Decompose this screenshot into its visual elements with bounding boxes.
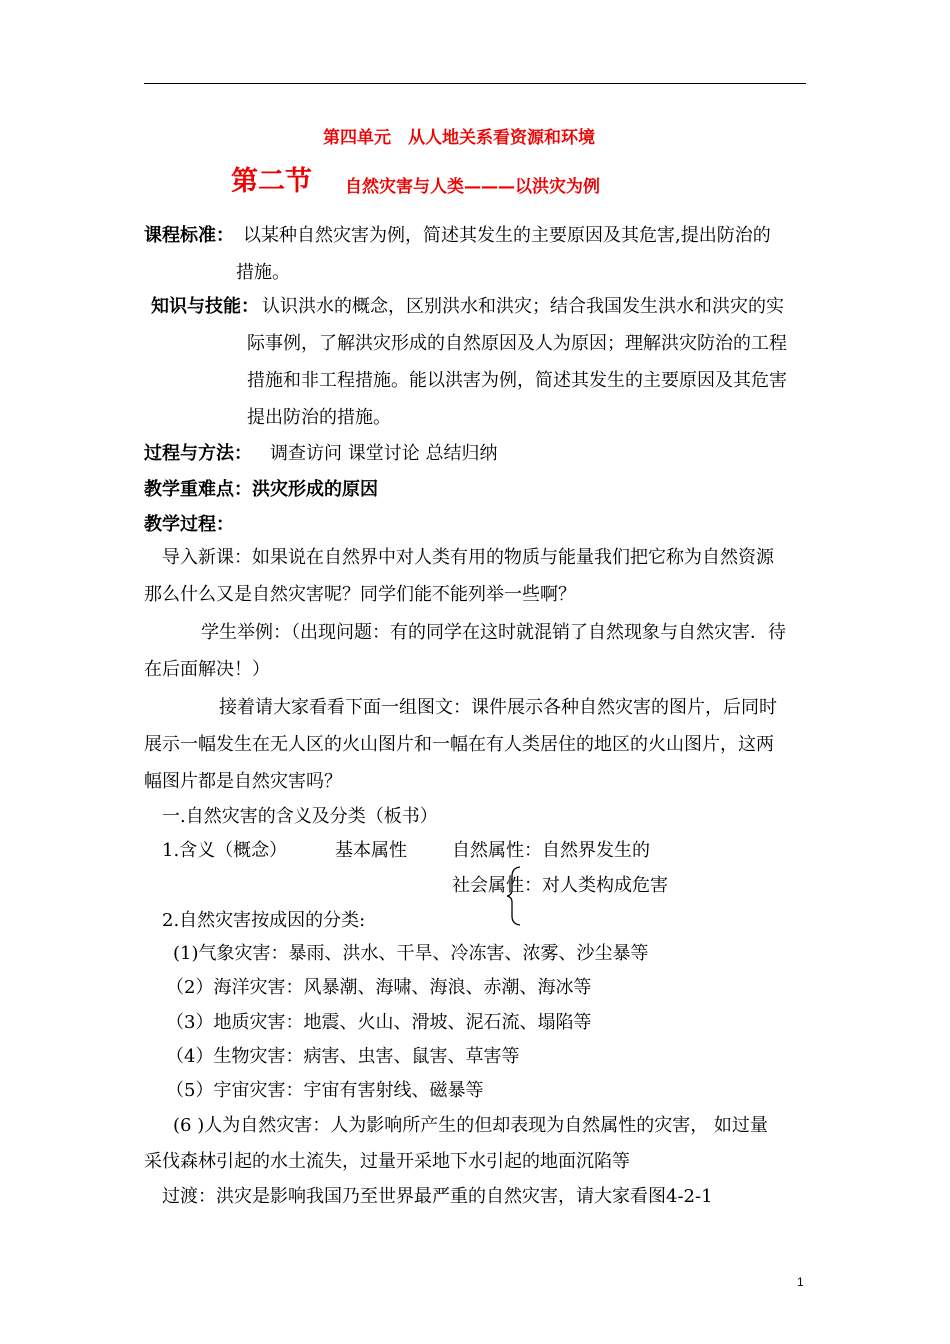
next-line-1: 接着请大家看看下面一组图文：课件展示各种自然灾害的图片，后同时	[219, 697, 777, 718]
definition-natural: 自然属性：自然界发生的	[452, 840, 650, 861]
next-line-2: 展示一幅发生在无人区的火山图片和一幅在有人类居住的地区的火山图片，这两	[144, 734, 774, 755]
student-line-1: 学生举例：（出现问题：有的同学在这时就混销了自然现象与自然灾害．待	[201, 622, 786, 643]
classification-item-2: （2）海洋灾害：风暴潮、海啸、海浪、赤潮、海冰等	[166, 977, 592, 998]
teaching-label: 教学过程：	[144, 514, 234, 535]
knowledge-line-2: 际事例，了解洪灾形成的自然原因及人为原因；理解洪灾防治的工程	[247, 333, 787, 354]
section-title: 自然灾害与人类———以洪灾为例	[345, 177, 600, 197]
unit-title: 第四单元 从人地关系看资源和环境	[323, 128, 595, 148]
classification-item-3: （3）地质灾害：地震、火山、滑坡、泥石流、塌陷等	[166, 1012, 592, 1033]
page-number: 1	[797, 1275, 804, 1289]
knowledge-line-3: 措施和非工程措施。能以洪害为例，简述其发生的主要原因及其危害	[247, 370, 787, 391]
transition-text: 过渡：洪灾是影响我国乃至世界最严重的自然灾害，请大家看图4-2-1	[162, 1186, 713, 1207]
brace-icon	[506, 866, 524, 926]
standards-label: 课程标准：	[144, 225, 234, 246]
classification-item-4: （4）生物灾害：病害、虫害、鼠害、草害等	[166, 1046, 520, 1067]
intro-line-2: 那么什么又是自然灾害呢？同学们能不能列举一些啊？	[144, 584, 576, 605]
definition-label: 1.含义（概念）	[162, 840, 288, 861]
knowledge-line-1: 认识洪水的概念，区别洪水和洪灾；结合我国发生洪水和洪灾的实	[262, 296, 784, 317]
classification-item-5: （5）宇宙灾害：宇宙有害射线、磁暴等	[166, 1080, 484, 1101]
header-rule	[144, 83, 806, 84]
definition-basic: 基本属性	[335, 840, 407, 861]
standards-text-cont: 措施。	[236, 262, 290, 283]
process-label: 过程与方法：	[144, 443, 252, 464]
process-text: 调查访问 课堂讨论 总结归纳	[270, 443, 498, 464]
classification-heading: 2.自然灾害按成因的分类:	[162, 910, 366, 931]
student-line-2: 在后面解决！）	[144, 659, 270, 680]
key-points: 教学重难点：洪灾形成的原因	[144, 479, 378, 500]
next-line-3: 幅图片都是自然灾害吗？	[144, 771, 342, 792]
section-number: 第二节	[231, 166, 312, 197]
knowledge-label: 知识与技能：	[151, 296, 259, 317]
knowledge-line-4: 提出防治的措施。	[247, 407, 391, 428]
definition-social: 社会属性：对人类构成危害	[452, 875, 668, 896]
intro-line-1: 导入新课：如果说在自然界中对人类有用的物质与能量我们把它称为自然资源	[162, 547, 774, 568]
classification-item-6-cont: 采伐森林引起的水土流失，过量开采地下水引起的地面沉陷等	[144, 1151, 630, 1172]
classification-item-1: (1)气象灾害：暴雨、洪水、干旱、冷冻害、浓雾、沙尘暴等	[173, 943, 649, 964]
standards-text: 以某种自然灾害为例，简述其发生的主要原因及其危害,提出防治的	[243, 225, 771, 246]
heading-1: 一.自然灾害的含义及分类（板书）	[162, 806, 438, 827]
classification-item-6: (6 )人为自然灾害：人为影响所产生的但却表现为自然属性的灾害， 如过量	[173, 1115, 768, 1136]
